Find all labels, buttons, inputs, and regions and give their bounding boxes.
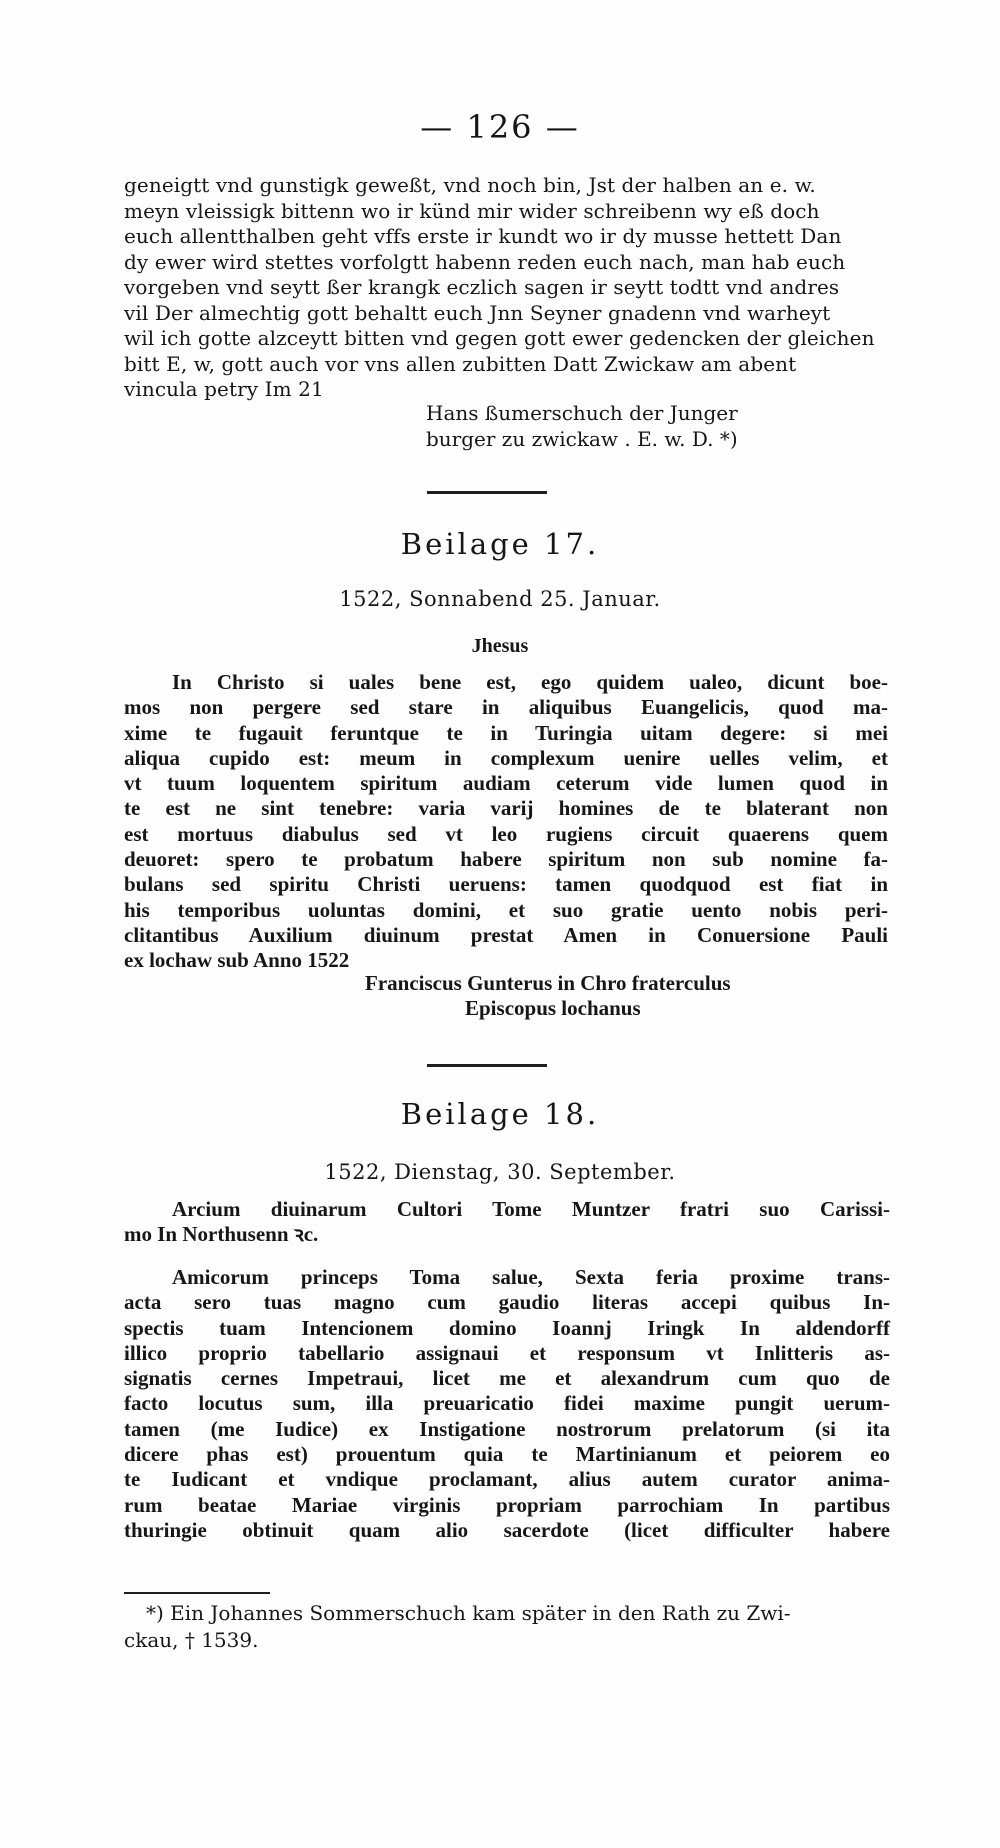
text-line: vorgeben vnd seytt ßer krangk eczlich sagen ir seytt todtt vnd andres [124, 275, 840, 299]
beilage-18-letter-text [124, 1265, 890, 1543]
beilage-17-heading: Beilage 17. [400, 527, 600, 561]
text-line: facto locutus sum, illa preuaricatio fidei maxime pungit uerum- [124, 1391, 890, 1416]
text-line: signatis cernes Impetraui, licet me et alexandrum cum quo de [124, 1366, 890, 1391]
beilage-18-address [124, 1197, 890, 1248]
footnote-rule [124, 1592, 270, 1594]
text-line: mos non pergere sed stare in aliquibus Euangelicis, quod ma- [124, 695, 888, 720]
text-line: te est ne sint tenebre: varia varij homines de te blaterant non [124, 796, 888, 821]
signature-line: Hans ßumerschuch der Junger [426, 401, 738, 425]
text-line: bitt E, w, gott auch vor vns allen zubitten Datt Zwickaw am abent [124, 351, 797, 376]
text-line: ex lochaw sub Anno 1522 [124, 948, 350, 973]
text-line: acta sero tuas magno cum gaudio literas accepi quibus In- [124, 1290, 890, 1315]
text-line: mo In Northusenn ꝛc. [124, 1222, 319, 1247]
page-number: — 126 — [420, 108, 580, 146]
text-line: euch allentthalben geht vffs erste ir kundt wo ir dy musse hettett Dan [124, 224, 842, 248]
text-line: meyn vleissigk bittenn wo ir künd mir wider schreibenn wy eß doch [124, 198, 820, 223]
text-line: dicere phas est) prouentum quia te Martinianum et peiorem eo [124, 1442, 890, 1467]
footnote [124, 1600, 890, 1654]
section-divider [427, 1064, 547, 1067]
text-line: dy ewer wird stettes vorfolgtt habenn reden euch nach, man hab euch [124, 249, 846, 274]
text-line: wil ich gotte alzceytt bitten vnd gegen gott ewer gedencken der gleichen [124, 326, 875, 350]
section-divider [427, 491, 547, 494]
text-line: clitantibus Auxilium diuinum prestat Amen in Conuersione Pauli [124, 922, 888, 947]
text-line: vt tuum loquentem spiritum audiam ceterum vide lumen quod in [124, 771, 888, 796]
signature-line: Franciscus Gunterus in Chro fraterculus [365, 971, 731, 995]
footnote-line: ckau, † 1539. [124, 1628, 259, 1652]
text-line: te Iudicant et vndique proclamant, alius autem curator anima- [124, 1467, 890, 1492]
beilage-18-date: 1522, Dienstag, 30. September. [324, 1160, 676, 1184]
text-line: his temporibus uoluntas domini, et suo gratie uento nobis peri- [124, 897, 888, 922]
text-line: vincula petry Im 21 [124, 377, 324, 401]
text-line: deuoret: spero te probatum habere spiritum non sub nomine fa- [124, 847, 888, 872]
text-line: thuringie obtinuit quam alio sacerdote (licet difficulter habere [124, 1517, 890, 1542]
text-line: Amicorum princeps Toma salue, Sexta feria proxime trans- [172, 1265, 890, 1289]
text-line: illico proprio tabellario assignaui et responsum vt Inlitteris as- [124, 1340, 890, 1365]
previous-letter-text [124, 173, 890, 403]
text-line: rum beatae Mariae virginis propriam parrochiam In partibus [124, 1492, 890, 1517]
text-line: tamen (me Iudice) ex Instigatione nostrorum prelatorum (si ita [124, 1416, 890, 1441]
beilage-17-date: 1522, Sonnabend 25. Januar. [339, 587, 661, 611]
signature-line: burger zu zwickaw . E. w. D. *) [426, 427, 738, 451]
beilage-17-salutation: Jhesus [471, 635, 529, 657]
signature-line: Episcopus lochanus [465, 996, 641, 1020]
text-line: geneigtt vnd gunstigk geweßt, vnd noch bin, Jst der halben an e. w. [124, 173, 816, 197]
text-line: bulans sed spiritu Christi ueruens: tamen quodquod est fiat in [124, 872, 888, 897]
text-line: spectis tuam Intencionem domino Ioannj Iringk In aldendorff [124, 1315, 890, 1340]
footnote-line: *) Ein Johannes Sommerschuch kam später in den Rath zu Zwi- [146, 1601, 791, 1625]
text-line: Arcium diuinarum Cultori Tome Muntzer fratri suo Carissi- [172, 1197, 890, 1221]
beilage-17-letter-text [124, 670, 888, 974]
text-line: In Christo si uales bene est, ego quidem ualeo, dicunt boe- [172, 670, 888, 694]
beilage-18-heading: Beilage 18. [400, 1097, 600, 1131]
text-line: aliqua cupido est: meum in complexum uenire uelles velim, et [124, 745, 888, 770]
text-line: vil Der almechtig gott behaltt euch Jnn Seyner gnadenn vnd warheyt [124, 300, 831, 325]
text-line: est mortuus diabulus sed vt leo rugiens circuit quaerens quem [124, 821, 888, 846]
text-line: xime te fugauit feruntque te in Turingia uitam degere: si mei [124, 720, 888, 745]
